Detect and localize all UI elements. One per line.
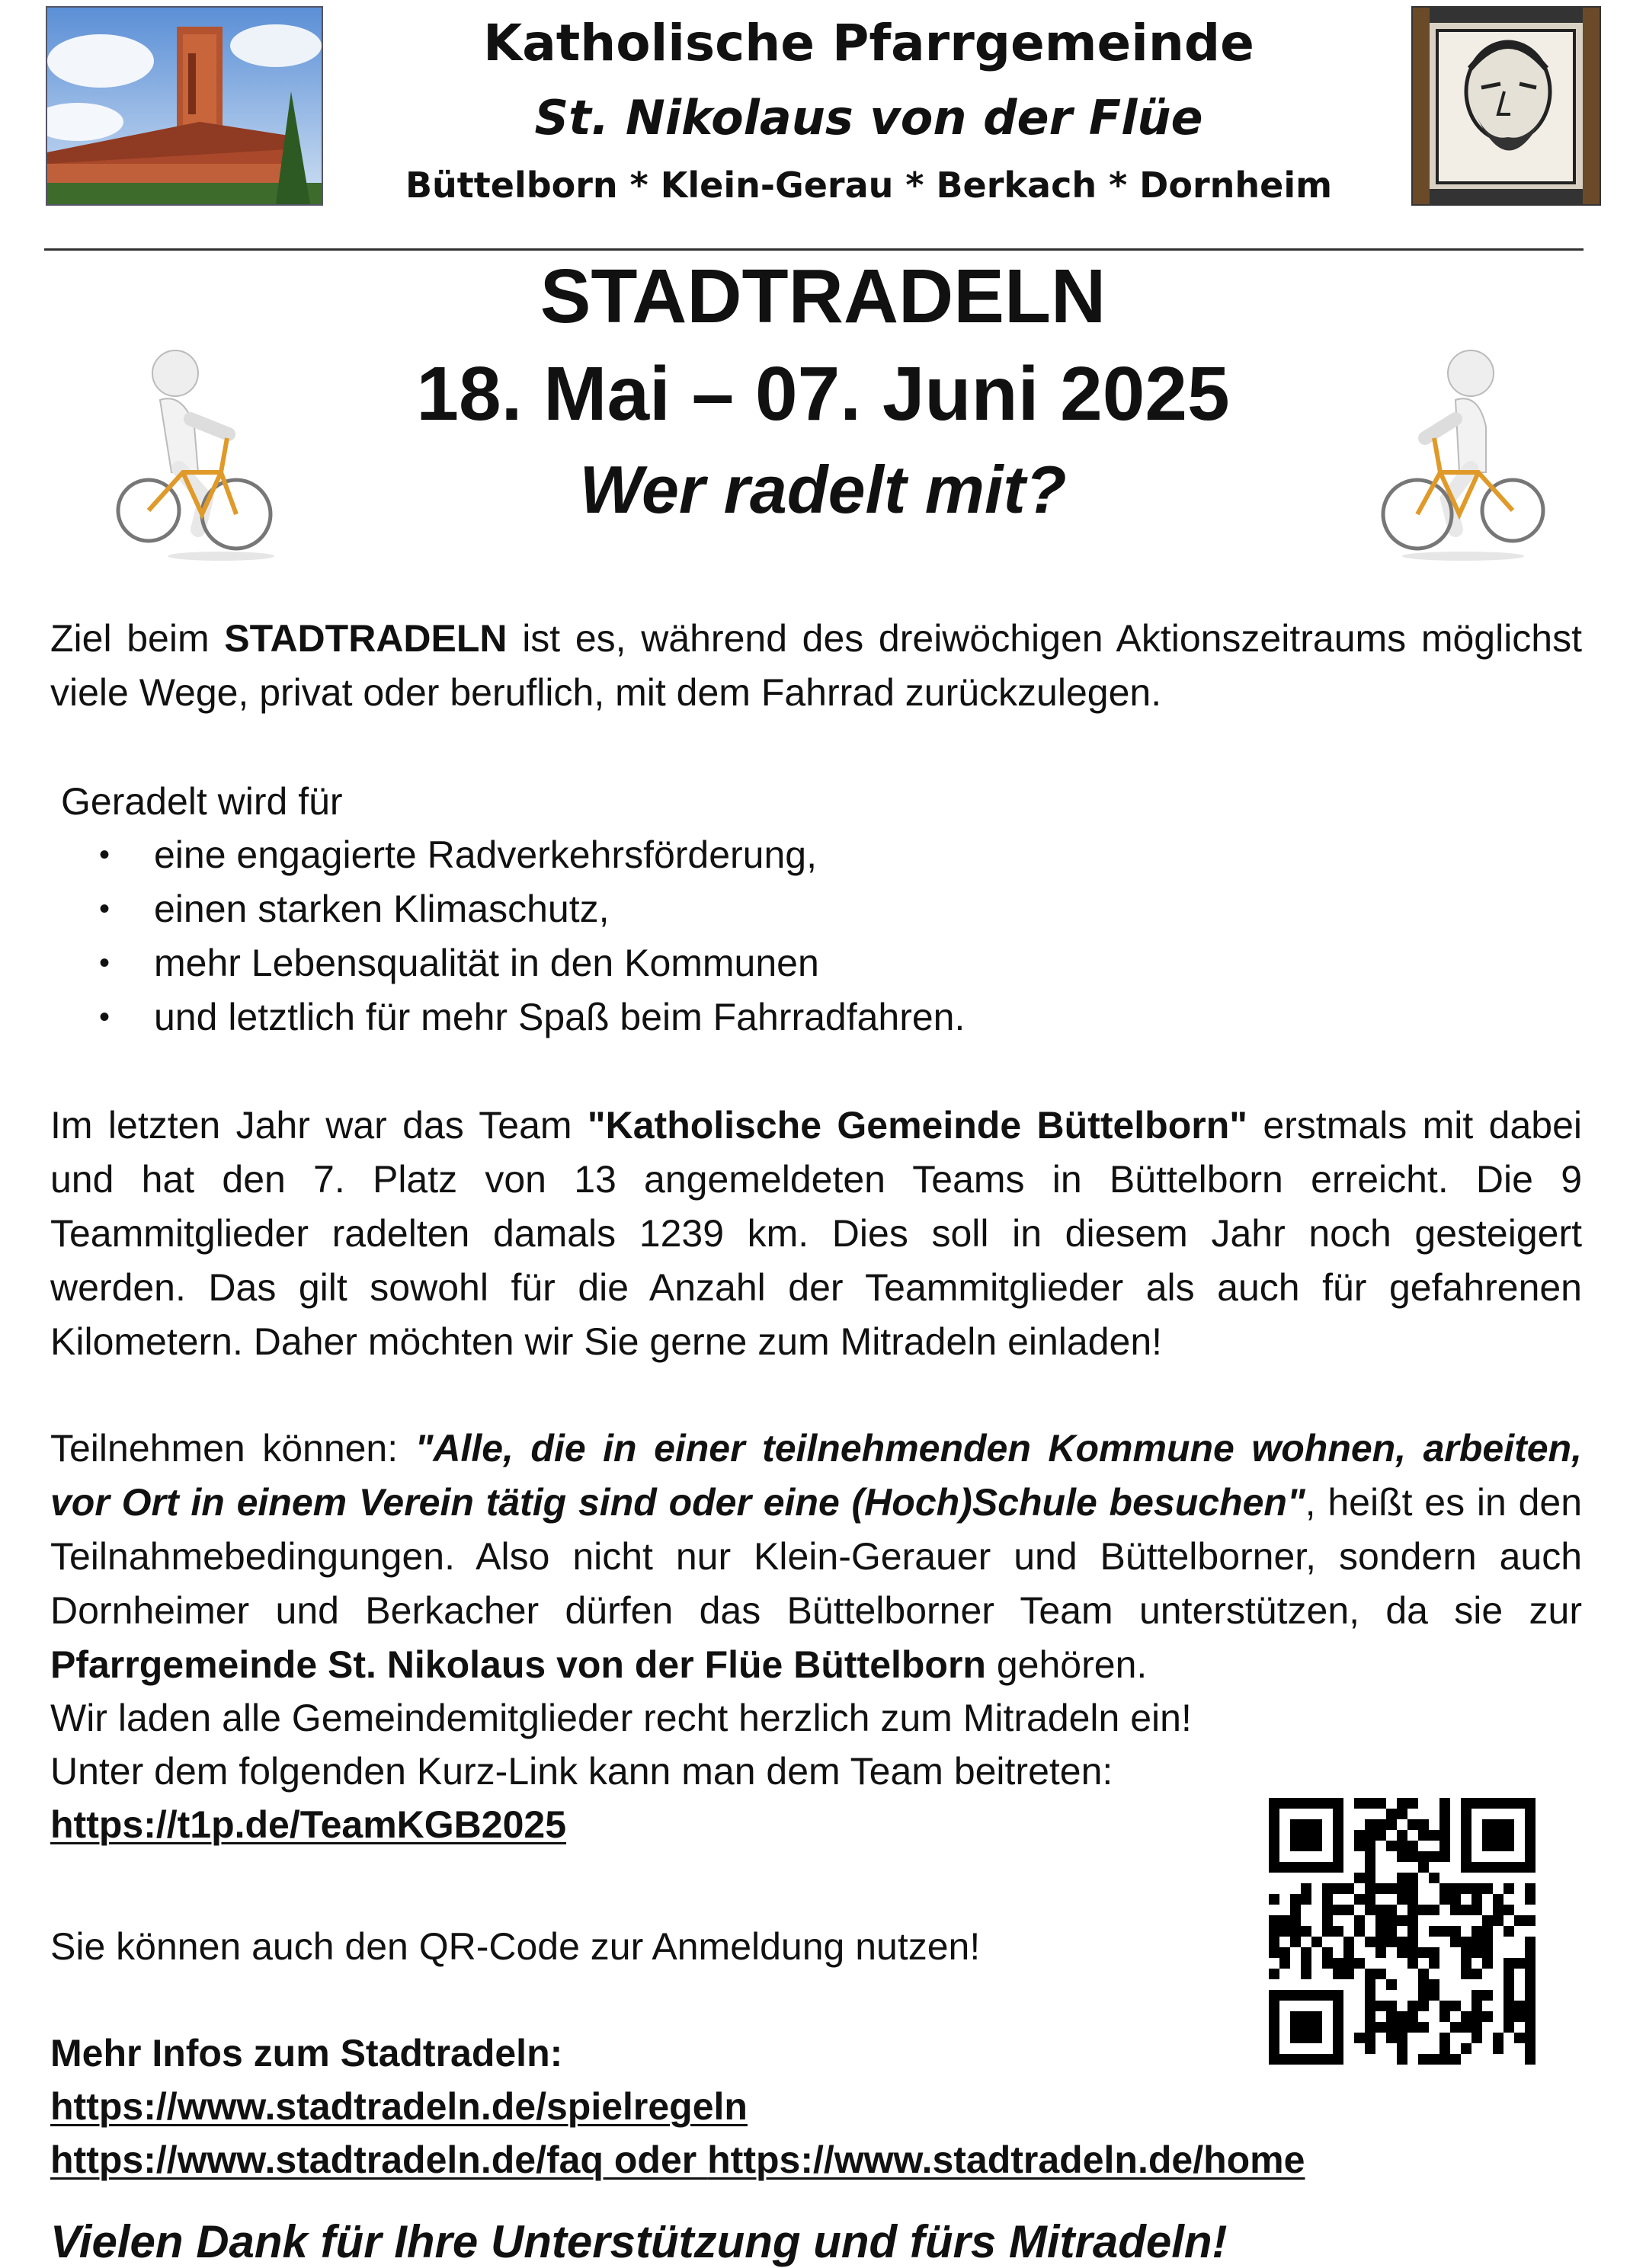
parish-locations: Büttelborn * Klein-Gerau * Berkach * Dornheim: [405, 165, 1333, 206]
list-item: • und letztlich für mehr Spaß beim Fahrradfahren.: [99, 990, 965, 1044]
participation-quote: "Alle, die in einer teilnehmenden Kommune wohnen, arbeiten, vor Ort in einem Verein tätig sind oder eine (Hoch)Schule besuchen": [50, 1427, 1582, 1524]
link-separator: oder: [603, 2138, 708, 2181]
more-info-heading: Mehr Infos zum Stadtradeln:: [50, 2032, 563, 2074]
team-name: "Katholische Gemeinde Büttelborn": [587, 1104, 1247, 1147]
paragraph-text: , heißt es in den Teilnahmebedingungen. Also nicht nur Klein-Gerauer und Büttelborner, sondern auch Dornheimer und Berkacher dürfen das Büttelborner Team unterstützen, da sie zur: [50, 1481, 1583, 1632]
event-slogan: Wer radelt mit?: [579, 452, 1067, 527]
parish-patron: St. Nikolaus von der Flüe: [534, 90, 1203, 146]
list-item: • einen starken Klimaschutz,: [99, 882, 965, 936]
church-photo: [46, 6, 323, 206]
team-join-link[interactable]: https://t1p.de/TeamKGB2025: [50, 1803, 567, 1846]
home-link[interactable]: https://www.stadtradeln.de/home: [707, 2138, 1305, 2181]
cyclist-icon: [107, 343, 282, 564]
header-divider: [44, 248, 1584, 251]
saint-portrait: [1411, 6, 1601, 206]
faq-home-links: [50, 2138, 1305, 2181]
cyclist-icon: [1379, 343, 1555, 564]
qr-code[interactable]: [1269, 1798, 1536, 2065]
join-text: Unter dem folgenden Kurz-Link kann man dem Team beitreten:: [50, 1750, 1113, 1793]
intro-text: ist es, während des dreiwöchigen Aktionszeitraums möglichst viele Wege, privat oder beruflich, mit dem Fahrrad zurückzulegen.: [50, 617, 1582, 714]
event-title: STADTRADELN: [540, 254, 1106, 339]
faq-link[interactable]: https://www.stadtradeln.de/faq: [50, 2138, 604, 2181]
thank-you-note: Vielen Dank für Ihre Unterstützung und fürs Mitradeln!: [50, 2216, 1228, 2267]
intro-highlight: STADTRADELN: [224, 617, 508, 660]
reasons-list: [99, 828, 965, 1044]
list-item: • eine engagierte Radverkehrsförderung,: [99, 828, 965, 882]
event-dates: 18. Mai – 07. Juni 2025: [416, 351, 1230, 437]
intro-text: Ziel beim: [50, 617, 225, 660]
paragraph-text: Im letzten Jahr war das Team: [50, 1104, 588, 1147]
list-item: • mehr Lebensqualität in den Kommunen: [99, 936, 965, 990]
qr-hint-text: Sie können auch den QR-Code zur Anmeldung nutzen!: [50, 1925, 981, 1968]
rules-link[interactable]: https://www.stadtradeln.de/spielregeln: [50, 2085, 748, 2128]
parish-highlight: Pfarrgemeinde St. Nikolaus von der Flüe Büttelborn: [50, 1643, 986, 1686]
paragraph-text: gehören.: [985, 1643, 1148, 1686]
paragraph-text: erstmals mit dabei und hat den 7. Platz von 13 angemeldeten Teams in Büttelborn erreicht. Die 9 Teammitglieder radelten damals 1239 km. Dies soll in diesem Jahr noch gesteigert werden. Das gilt sowohl für die Anzahl der Teammitglieder als auch für gefahrenen Kilometern. Daher möchten wir Sie gerne zum Mitradeln einladen!: [50, 1104, 1582, 1363]
parish-name: Katholische Pfarrgemeinde: [483, 14, 1254, 72]
paragraph-text: Teilnehmen können:: [50, 1427, 415, 1470]
invite-text: Wir laden alle Gemeindemitglieder recht herzlich zum Mitradeln ein!: [50, 1697, 1192, 1739]
last-year-paragraph: [50, 1099, 1582, 1369]
reasons-heading: Geradelt wird für: [61, 780, 343, 823]
participation-paragraph: [50, 1422, 1582, 1692]
intro-paragraph: [50, 612, 1582, 720]
